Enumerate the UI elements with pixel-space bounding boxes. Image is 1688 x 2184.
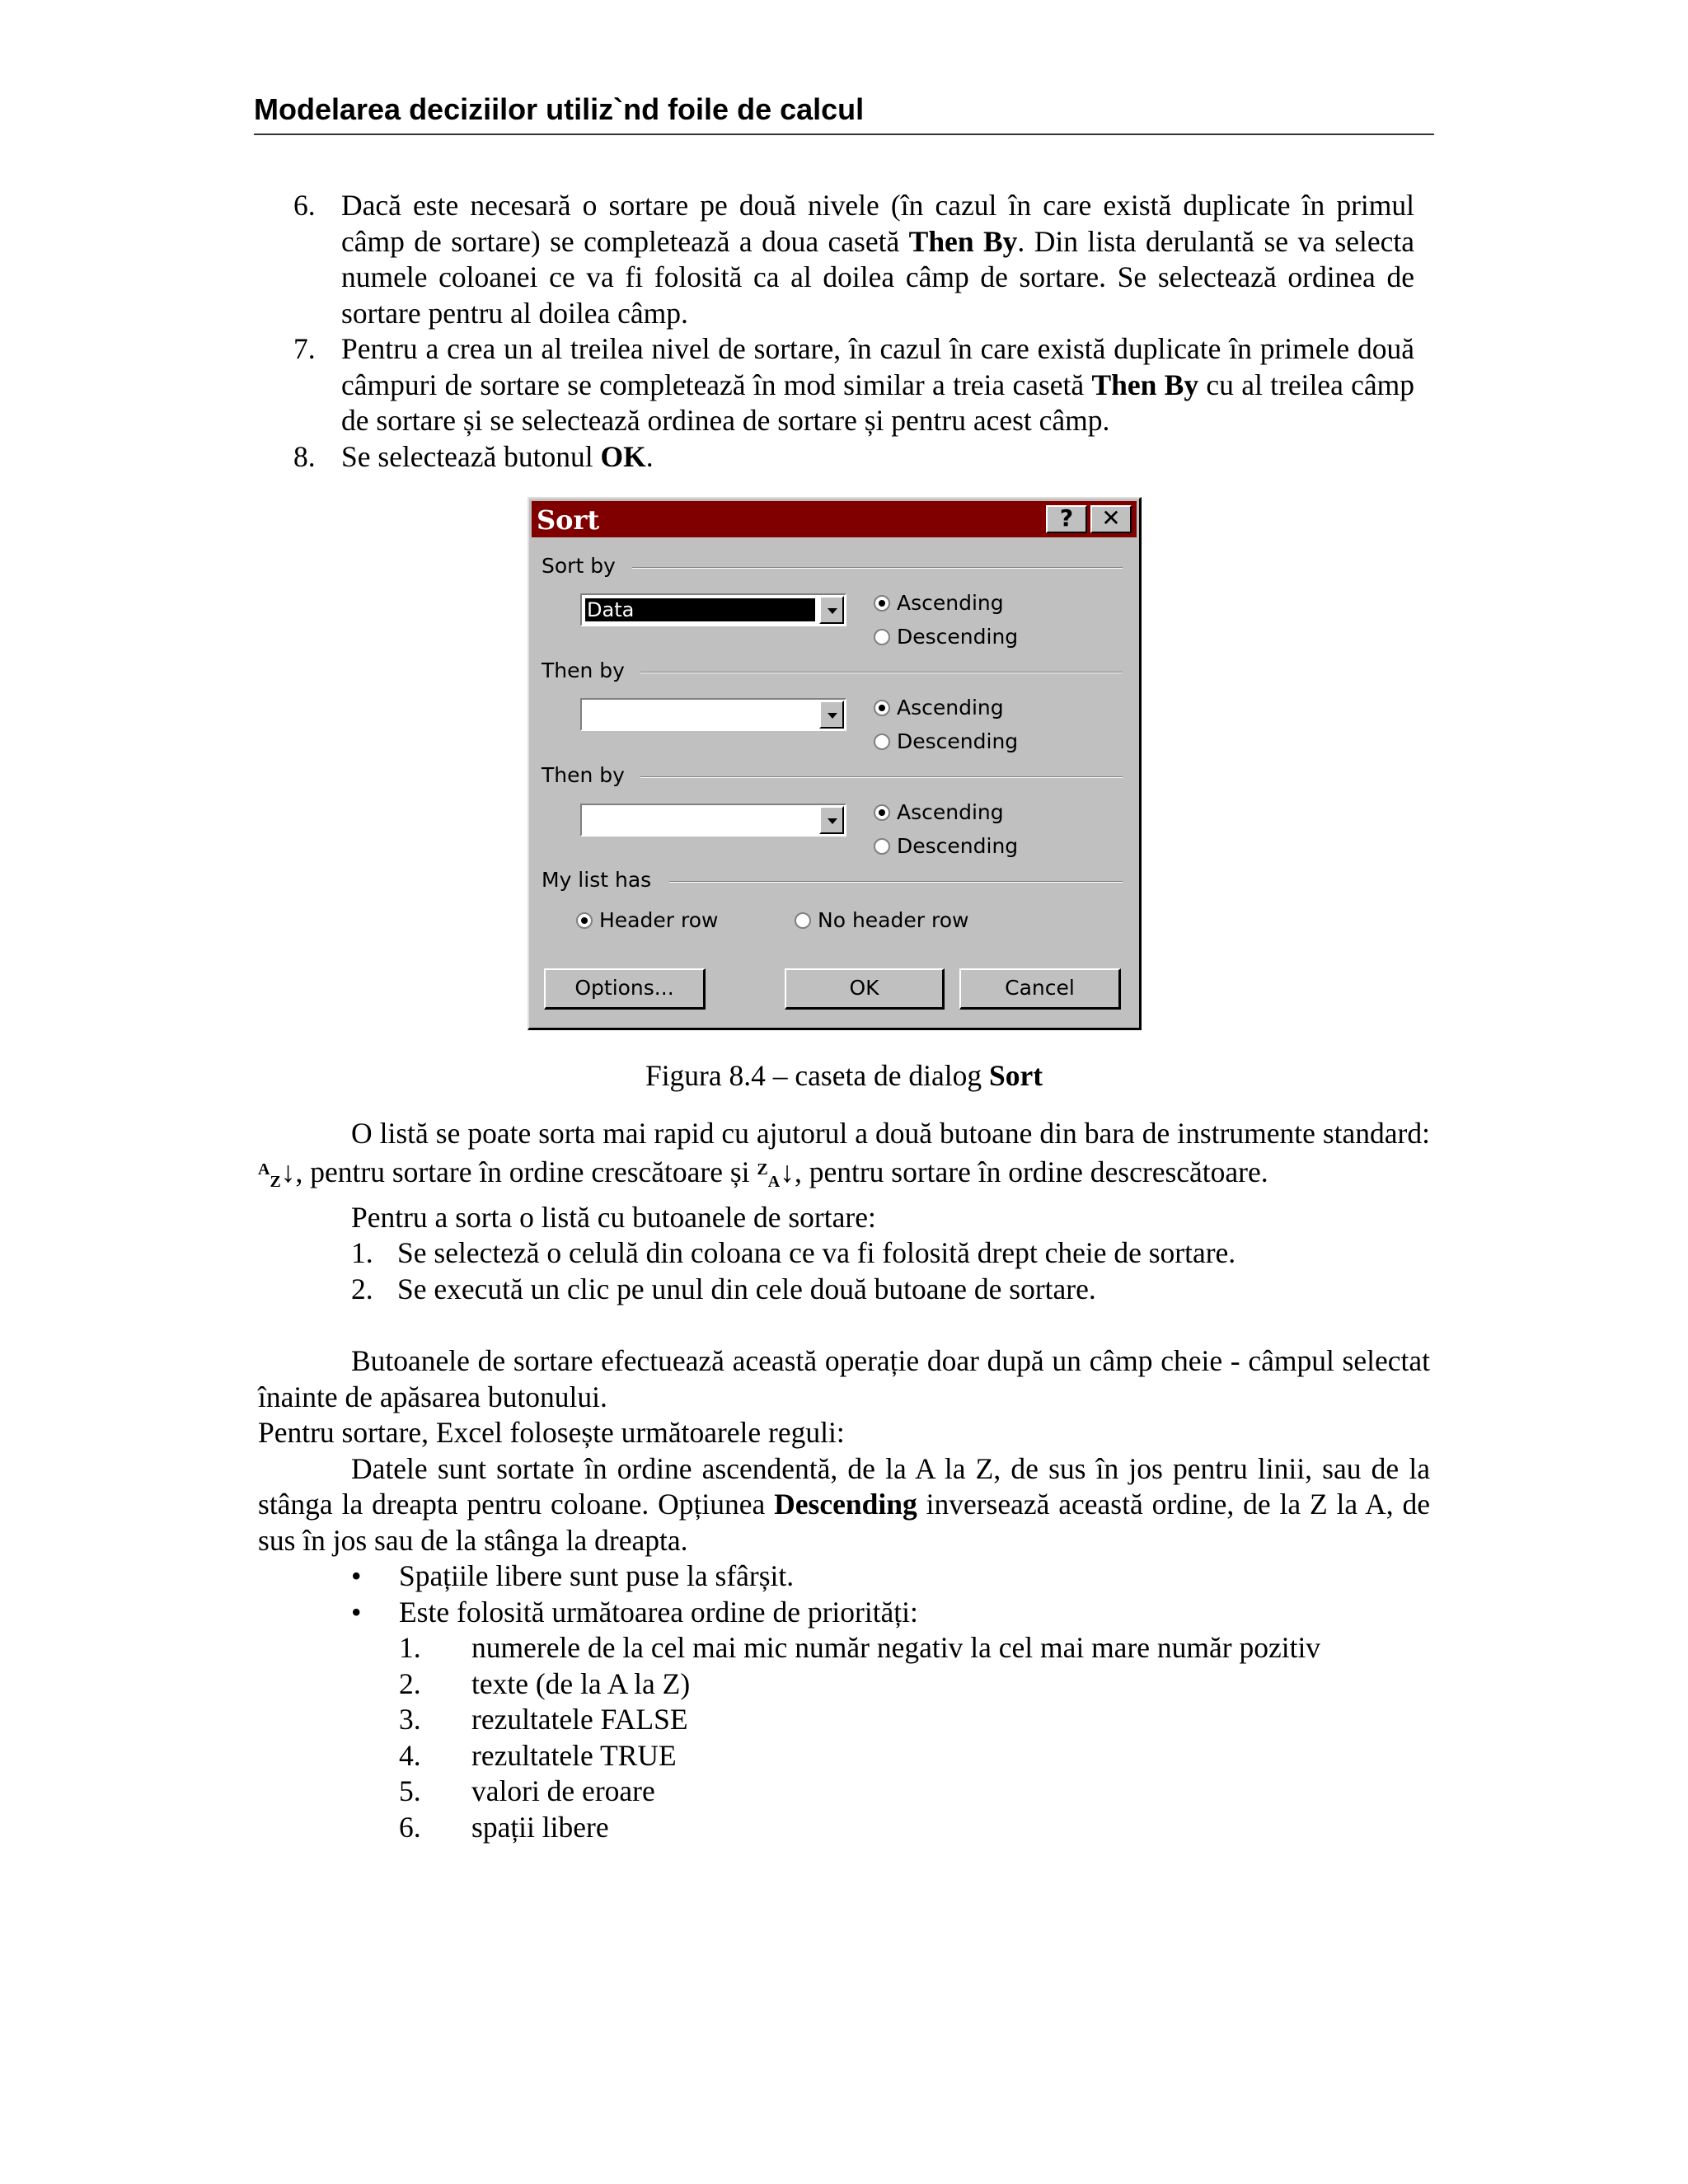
dialog-titlebar <box>532 501 1137 537</box>
page-header-title: Modelarea deciziilor utiliz`nd foile de calcul <box>254 91 1434 135</box>
list-item: 4. rezultatele TRUE <box>399 1738 677 1772</box>
no-header-row-radio[interactable] <box>795 908 968 932</box>
header-row-radio[interactable] <box>576 908 718 932</box>
body-text <box>258 1116 1430 1845</box>
divider <box>669 881 1123 883</box>
down-arrow-icon: ↓ <box>780 1155 795 1188</box>
radio-icon <box>874 838 890 855</box>
sort-dialog <box>528 497 1142 1030</box>
list-item: 6. spații libere <box>399 1810 609 1844</box>
ok-button[interactable]: OK <box>785 968 945 1010</box>
bullet-icon: • <box>351 1559 362 1593</box>
radio-icon <box>795 912 811 929</box>
then-by-ascending-radio[interactable] <box>874 696 1004 719</box>
list-item: • Este folosită următoarea ordine de priorități: <box>258 1595 1430 1631</box>
down-arrow-icon: ↓ <box>280 1155 296 1188</box>
divider <box>632 567 1123 569</box>
figure-caption: Figura 8.4 – caseta de dialog Sort <box>645 1059 1043 1092</box>
sort-by-label: Sort by <box>542 554 616 578</box>
then-by-2-select[interactable] <box>580 804 846 837</box>
then-by-2-label: Then by <box>542 763 625 787</box>
radio-icon <box>874 629 890 645</box>
radio-selected-icon <box>576 912 593 929</box>
then-by-label: Then by <box>542 658 625 682</box>
paragraph: Butoanele de sortare efectuează această operație doar după un câmp cheie - câmpul selectat înainte de apăsarea butonului. <box>258 1344 1430 1413</box>
chevron-down-icon[interactable] <box>819 596 844 624</box>
numbered-list <box>258 1235 1430 1307</box>
help-button[interactable]: ? <box>1046 505 1087 533</box>
step-text: Dacă este necesară o sortare pe două nivele (în cazul în care există duplicate în primul câmp de sortare) se completează a doua casetă Then By. Din lista derulantă se va selecta numele coloanei ce va fi folosită ca al doilea câmp de sortare. Se selectează ordinea de sortare pentru al doilea câmp. <box>341 189 1414 330</box>
paragraph: Pentru sortare, Excel folosește următoarele reguli: <box>258 1416 845 1450</box>
then-by-2-ascending-radio[interactable] <box>874 800 1004 824</box>
radio-label: Ascending <box>897 591 1004 615</box>
radio-label: Descending <box>897 834 1019 858</box>
priority-list <box>258 1630 1430 1845</box>
divider <box>640 776 1123 778</box>
then-by-value <box>585 703 815 726</box>
radio-label: Descending <box>897 729 1019 753</box>
radio-label: Ascending <box>897 800 1004 824</box>
sort-by-ascending-radio[interactable] <box>874 591 1004 615</box>
paragraph: Datele sunt sortate în ordine ascendentă, de la A la Z, de sus în jos pentru linii, sau de la stânga la dreapta pentru coloane. Opțiunea Descending inversează această ordine, de la Z la A, de sus în jos sau de la stânga la dreapta. <box>258 1451 1430 1557</box>
then-by-descending-radio[interactable] <box>874 729 1018 753</box>
dialog-title: Sort <box>537 504 600 536</box>
paragraph: Pentru a sorta o listă cu butoanele de sortare: <box>351 1200 876 1234</box>
list-item: 2. texte (de la A la Z) <box>399 1666 691 1700</box>
chevron-down-icon[interactable] <box>819 701 844 729</box>
list-item: 2. Se execută un clic pe unul din cele două butoane de sortare. <box>351 1272 1096 1305</box>
sort-by-descending-radio[interactable] <box>874 625 1018 649</box>
sort-descending-icon: $^Z_A$ <box>757 1160 781 1191</box>
steps-list <box>293 188 1414 475</box>
list-item: 1. Se selecteză o celulă din coloana ce va fi folosită drept cheie de sortare. <box>351 1236 1236 1270</box>
sort-by-select[interactable] <box>580 593 846 626</box>
list-item: 3. rezultatele FALSE <box>399 1703 688 1736</box>
list-item <box>293 188 1414 331</box>
radio-label: Ascending <box>897 696 1004 719</box>
sort-by-value: Data <box>585 598 815 621</box>
chevron-down-icon[interactable] <box>819 806 844 834</box>
step-text: Pentru a crea un al treilea nivel de sortare, în cazul în care există duplicate în primele două câmpuri de sortare se completează în mod similar a treia casetă Then By cu al treilea câmp de sortare și se selectează ordinea de sortare și pentru acest câmp. <box>341 332 1414 437</box>
step-number: 8. <box>293 439 316 473</box>
then-by-2-descending-radio[interactable] <box>874 834 1018 858</box>
close-button[interactable]: ✕ <box>1090 505 1132 533</box>
radio-label: No header row <box>818 908 969 932</box>
list-item <box>293 439 1414 476</box>
bullet-icon: • <box>351 1595 362 1629</box>
options-button[interactable]: Options... <box>544 968 706 1010</box>
radio-label: Header row <box>599 908 719 932</box>
divider <box>640 672 1123 673</box>
then-by-select[interactable] <box>580 698 846 731</box>
list-item <box>293 331 1414 439</box>
radio-selected-icon <box>874 804 890 821</box>
paragraph: O listă se poate sorta mai rapid cu ajutorul a două butoane din bara de instrumente standard: $^A_Z$↓, pentru sortare în ordine crescătoare și $^Z_A$↓, pentru sortare în ordine descrescătoare. <box>258 1117 1430 1191</box>
step-text: Se selectează butonul OK. <box>341 439 654 473</box>
list-item: • Spațiile libere sunt puse la sfârșit. <box>258 1558 1430 1595</box>
radio-label: Descending <box>897 625 1019 649</box>
step-number: 7. <box>293 332 316 365</box>
then-by-2-value <box>585 808 815 832</box>
sort-ascending-icon: $^A_Z$ <box>258 1160 281 1191</box>
my-list-has-label: My list has <box>542 868 652 892</box>
radio-selected-icon <box>874 700 890 716</box>
list-item: 5. valori de eroare <box>399 1774 655 1808</box>
list-item: 1. numerele de la cel mai mic număr negativ la cel mai mare număr pozitiv <box>399 1631 1321 1665</box>
cancel-button[interactable]: Cancel <box>959 968 1121 1010</box>
step-number: 6. <box>293 189 316 222</box>
radio-icon <box>874 733 890 750</box>
radio-selected-icon <box>874 595 890 612</box>
